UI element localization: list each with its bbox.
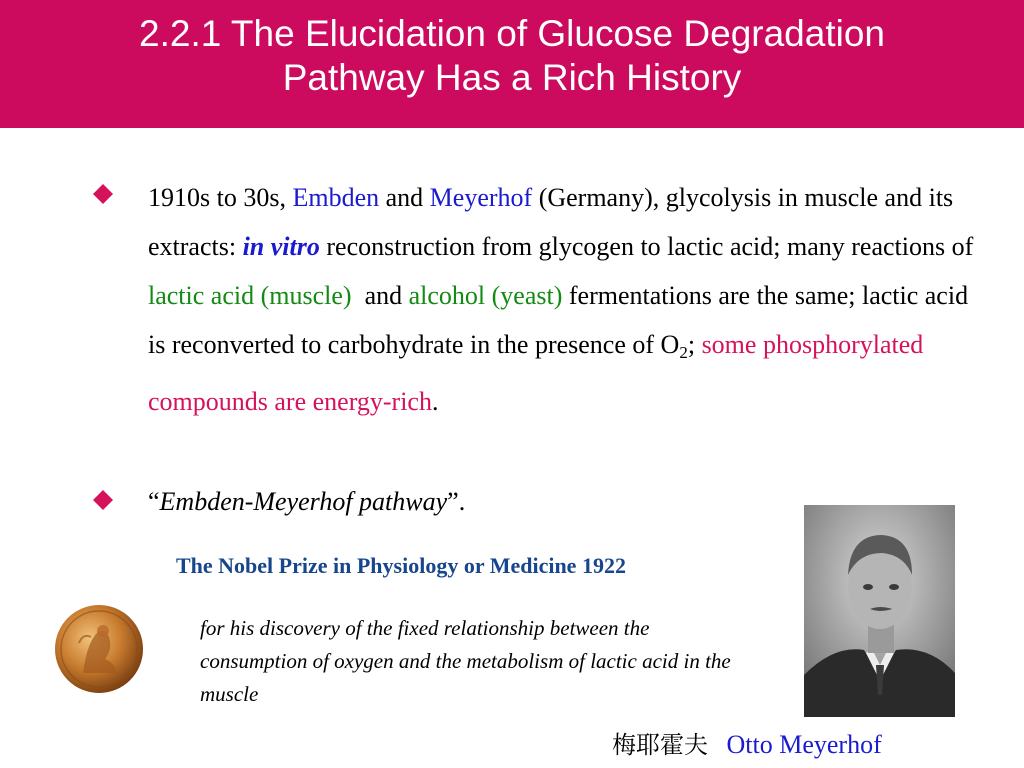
alcohol-term: alcohol (yeast) [408, 281, 563, 310]
embden-name: Embden [292, 183, 380, 212]
oxygen-subscript: 2 [679, 343, 688, 362]
english-name: Otto Meyerhof [726, 730, 882, 759]
energy-rich-phrase: some phosphorylated compounds are energy-rich [148, 330, 924, 416]
portrait-caption [612, 727, 882, 763]
bullet-text-part: (Germany), glycolysis in muscle and its extracts: [148, 183, 954, 261]
chinese-name: 梅耶霍夫 [612, 731, 708, 759]
diamond-bullet-icon [92, 489, 114, 511]
lactic-acid-term: lactic acid (muscle) [148, 281, 352, 310]
quote-mark: ”. [447, 487, 466, 516]
otto-meyerhof-portrait-image [804, 505, 955, 717]
slide-title-line1: 2.2.1 The Elucidation of Glucose Degradation [139, 13, 885, 54]
bullet-text-part: ; [687, 330, 702, 359]
title-bar [0, 0, 1024, 128]
pathway-name: Embden-Meyerhof pathway [159, 487, 448, 516]
quote-mark: “ [148, 487, 160, 516]
meyerhof-name: Meyerhof [429, 183, 533, 212]
slide-title-line2: Pathway Has a Rich History [282, 57, 742, 98]
bullet-text-part: . [431, 387, 439, 416]
nobel-prize-title: The Nobel Prize in Physiology or Medicine 1922 [176, 553, 626, 578]
bullet-text-part: reconstruction from glycogen to lactic acid; many reactions of [319, 232, 974, 261]
bullet-text-part: 1910s to 30s, [148, 183, 293, 212]
bullet-history [148, 173, 978, 426]
in-vitro-term: in vitro [242, 232, 320, 261]
slide-title [0, 12, 1024, 100]
bullet-text-part: fermentations are the same; lactic acid is reconverted to carbohydrate in the presence of O [148, 281, 969, 359]
diamond-bullet-icon [92, 183, 114, 205]
bullet-text-part: and [351, 281, 409, 310]
nobel-citation: for his discovery of the fixed relationship between the consumption of oxygen and the metabolism of lactic acid in the muscle [200, 616, 731, 706]
bullet-text-part: and [379, 183, 430, 212]
nobel-medal-image [53, 603, 145, 695]
